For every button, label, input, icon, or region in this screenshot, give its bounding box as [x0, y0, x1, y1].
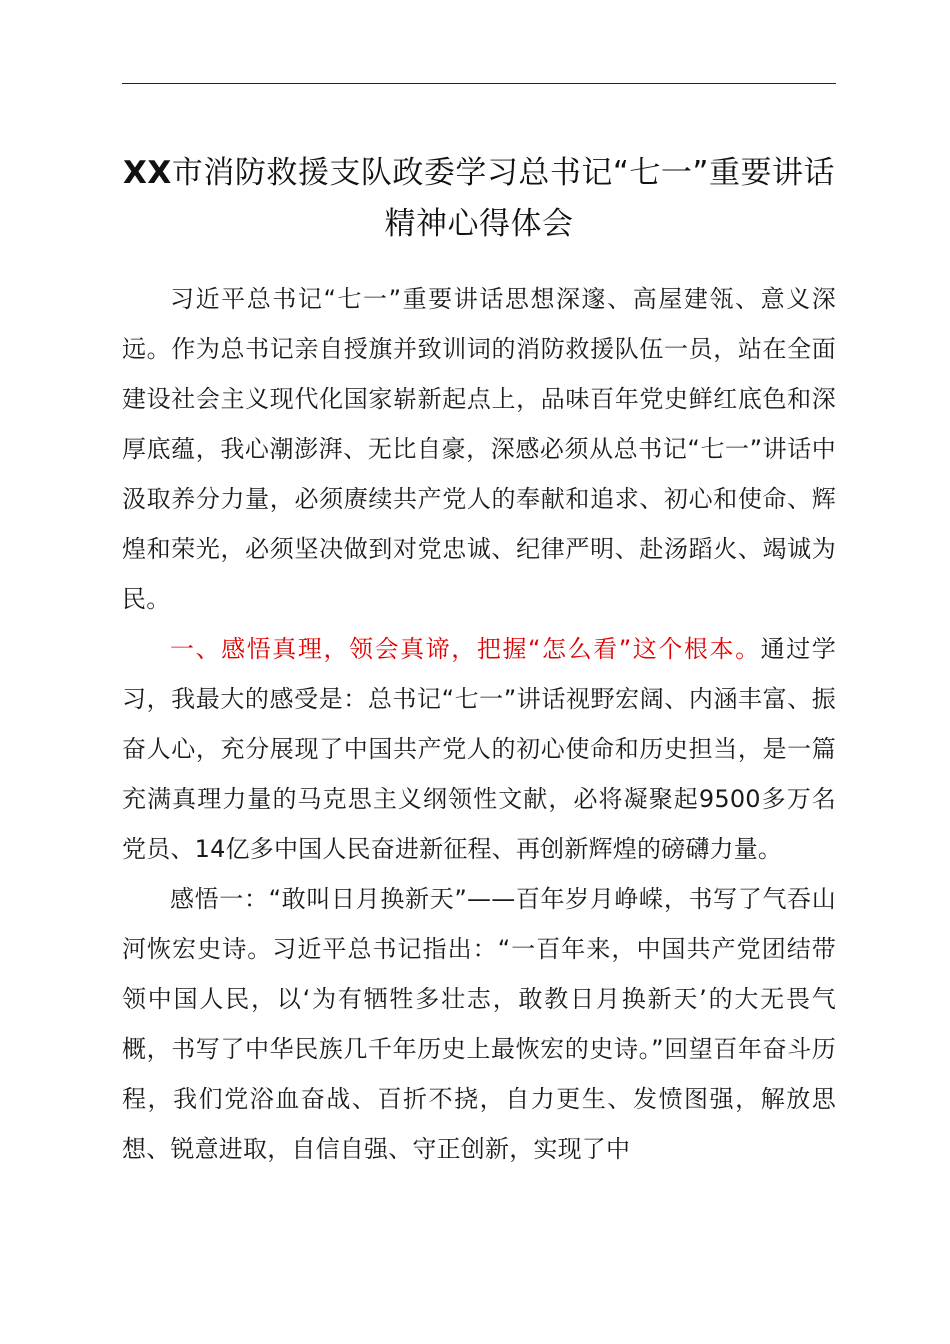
paragraph-insight-one — [122, 874, 836, 1174]
paragraph-intro-text: 习近平总书记“七一”重要讲话思想深邃、高屋建瓴、意义深远。作为总书记亲自授旗并致训词的消防救援队伍一员，站在全面建设社会主义现代化国家崭新起点上，品味百年党史鲜红底色和深厚底蕴，我心潮澎湃、无比自豪，深感必须从总书记“七一”讲话中汲取养分力量，必须赓续共产党人的奉献和追求、初心和使命、辉煌和荣光，必须坚决做到对党忠诚、纪律严明、赴汤蹈火、竭诚为民。 — [122, 285, 836, 613]
paragraph-section-one — [122, 624, 836, 874]
document-title — [110, 148, 848, 250]
title-text: 市消防救援支队政委学习总书记“七一”重要讲话精神心得体会 — [171, 155, 835, 242]
paragraph-intro — [122, 274, 836, 624]
title-prefix: XX — [123, 155, 172, 191]
paragraph-section-one-text: 通过学习，我最大的感受是：总书记“七一”讲话视野宏阔、内涵丰富、振奋人心，充分展现了中国共产党人的初心使命和历史担当，是一篇充满真理力量的马克思主义纲领性文献，必将凝聚起9500多万名党员、14亿多中国人民奋进新征程、再创新辉煌的磅礴力量。 — [122, 635, 836, 863]
header-rule — [122, 83, 836, 84]
paragraph-insight-one-text: 感悟一：“敢叫日月换新天”——百年岁月峥嵘，书写了气吞山河恢宏史诗。习近平总书记指出：“一百年来，中国共产党团结带领中国人民，以‘为有牺牲多壮志，敢教日月换新天’的大无畏气概，书写了中华民族几千年历史上最恢宏的史诗。”回望百年奋斗历程，我们党浴血奋战、百折不挠，自力更生、发愤图强，解放思想、锐意进取，自信自强、守正创新，实现了中 — [122, 885, 836, 1163]
section-heading: 一、感悟真理，领会真谛，把握“怎么看”这个根本。 — [170, 635, 761, 663]
document-body — [122, 274, 836, 1174]
